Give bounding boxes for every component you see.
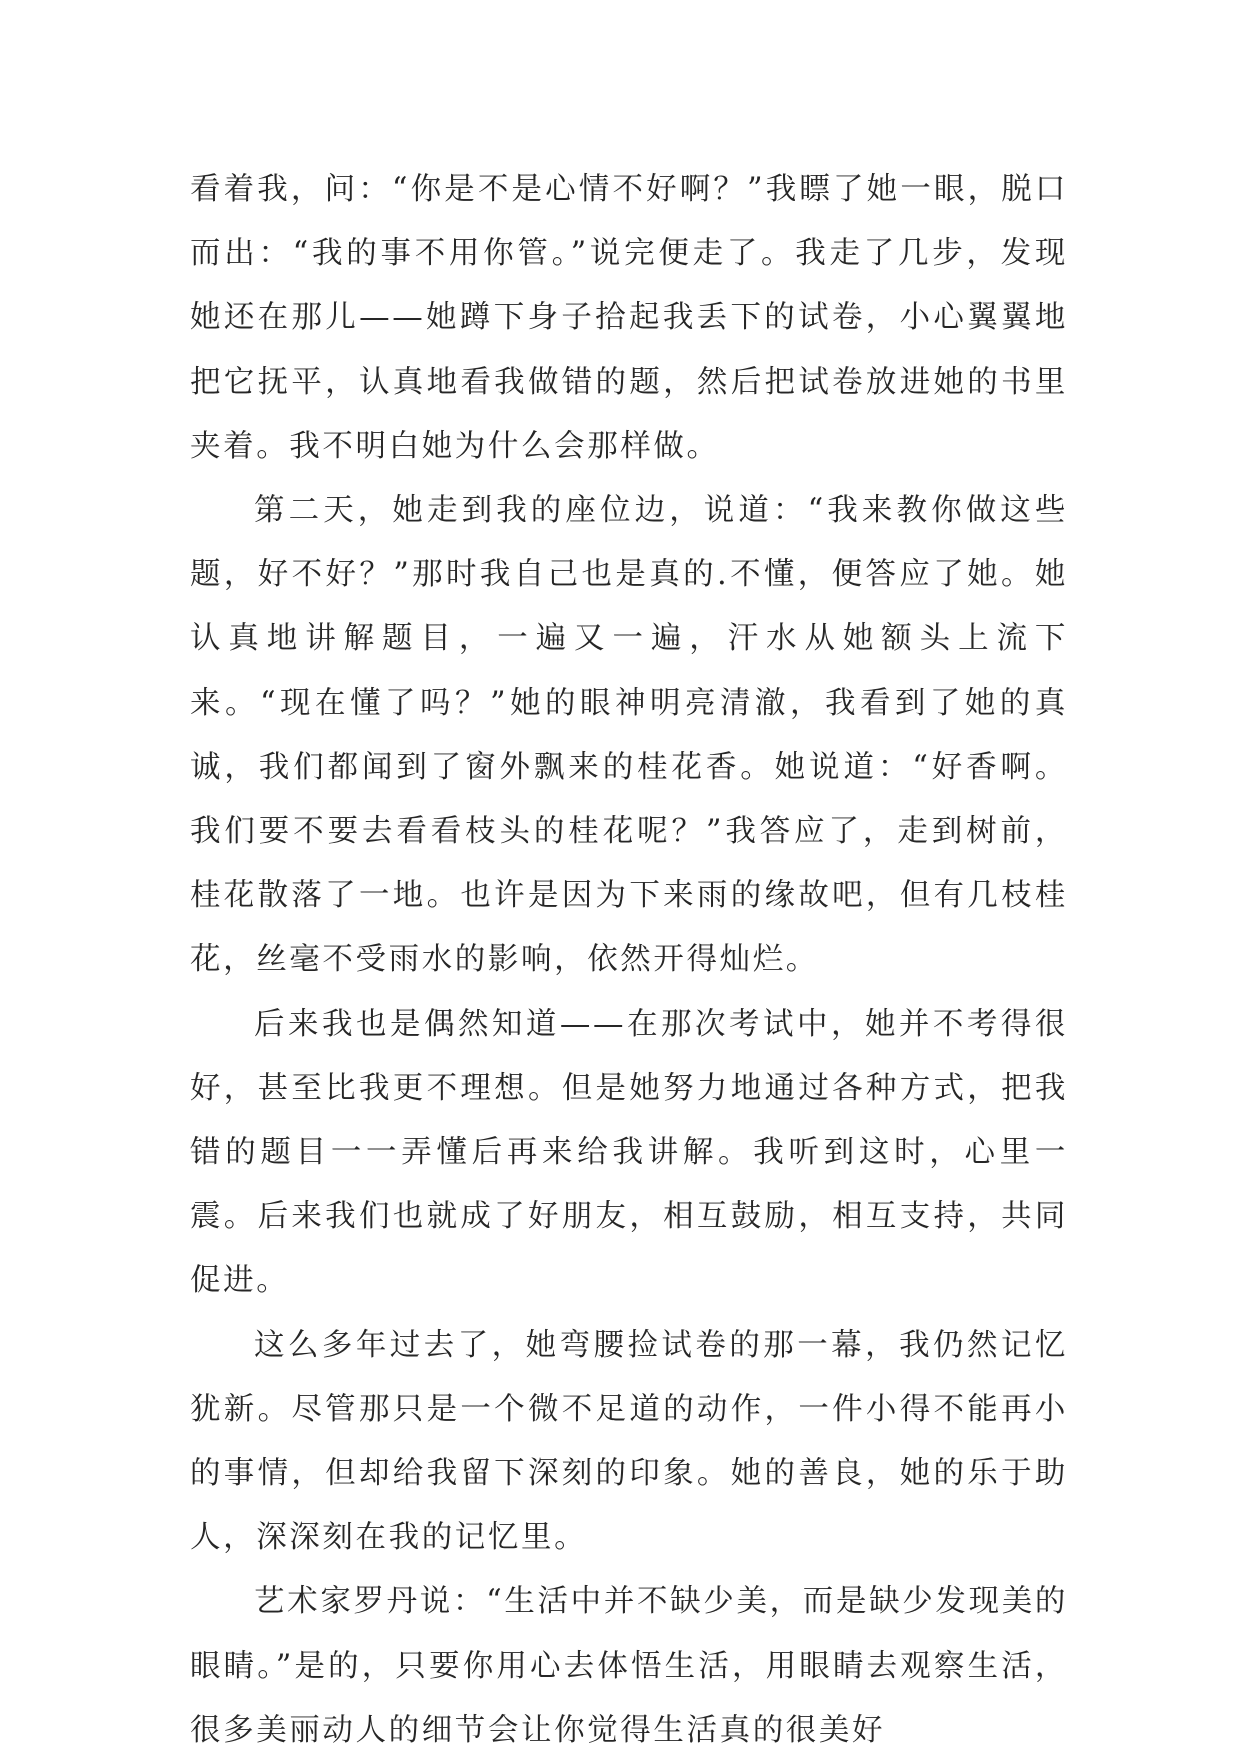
essay-body [190,158,1068,1763]
paragraph: 后来我也是偶然知道——在那次考试中，她并不考得很好，甚至比我更不理想。但是她努力地通过各种方式，把我错的题目一一弄懂后再来给我讲解。我听到这时，心里一震。后来我们也就成了好朋友，相互鼓励，相互支持，共同促进。 [190,1006,1068,1299]
paragraph: 这么多年过去了，她弯腰捡试卷的那一幕，我仍然记忆犹新。尽管那只是一个微不足道的动作，一件小得不能再小的事情，但却给我留下深刻的印象。她的善良，她的乐于助人，深深刻在我的记忆里。 [190,1327,1068,1556]
paragraph: 艺术家罗丹说：“生活中并不缺少美，而是缺少发现美的眼睛。”是的，只要你用心去体悟生活，用眼睛去观察生活，很多美丽动人的细节会让你觉得生活真的很美好 [190,1584,1068,1748]
paragraph-continuation: 看着我，问：“你是不是心情不好啊？”我瞟了她一眼，脱口而出：“我的事不用你管。”说完便走了。我走了几步，发现她还在那儿——她蹲下身子拾起我丢下的试卷，小心翼翼地把它抚平，认真地看我做错的题，然后把试卷放进她的书里夹着。我不明白她为什么会那样做。 [190,172,1068,464]
paragraph: 第二天，她走到我的座位边，说道：“我来教你做这些题，好不好？”那时我自己也是真的.不懂，便答应了她。她认真地讲解题目，一遍又一遍，汗水从她额头上流下来。“现在懂了吗？”她的眼神明亮清澈，我看到了她的真诚，我们都闻到了窗外飘来的桂花香。她说道：“好香啊。我们要不要去看看枝头的桂花呢？”我答应了，走到树前，桂花散落了一地。也许是因为下来雨的缘故吧，但有几枝桂花，丝毫不受雨水的影响，依然开得灿烂。 [190,493,1068,978]
